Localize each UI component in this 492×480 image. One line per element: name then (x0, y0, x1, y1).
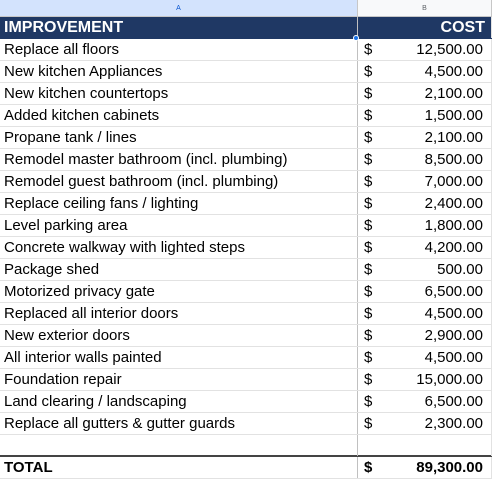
currency-symbol: $ (364, 327, 373, 344)
cost-amount: 4,500.00 (424, 349, 483, 366)
table-header-row (0, 17, 492, 39)
table-row (0, 215, 492, 237)
spreadsheet-grid (0, 17, 492, 479)
table-row (0, 61, 492, 83)
improvement-cell[interactable]: Propane tank / lines (0, 127, 358, 148)
currency-symbol: $ (364, 173, 373, 190)
improvement-cell[interactable]: Concrete walkway with lighted steps (0, 237, 358, 258)
improvement-cell[interactable]: Added kitchen cabinets (0, 105, 358, 126)
table-row (0, 325, 492, 347)
empty-row (0, 435, 492, 457)
currency-symbol: $ (364, 195, 373, 212)
cost-amount: 4,200.00 (424, 239, 483, 256)
improvement-cell[interactable]: Replace all gutters & gutter guards (0, 413, 358, 434)
cost-amount: 2,300.00 (424, 415, 483, 432)
cost-amount: 4,500.00 (424, 305, 483, 322)
currency-symbol: $ (364, 261, 373, 278)
cost-cell[interactable] (358, 215, 492, 236)
currency-symbol: $ (364, 41, 373, 58)
selection-handle[interactable] (353, 35, 359, 41)
cost-cell[interactable] (358, 39, 492, 60)
currency-symbol: $ (364, 393, 373, 410)
cost-amount: 15,000.00 (416, 371, 483, 388)
total-label-cell[interactable]: TOTAL (0, 457, 358, 478)
currency-symbol: $ (364, 459, 373, 476)
currency-symbol: $ (364, 85, 373, 102)
cost-amount: 4,500.00 (424, 63, 483, 80)
cost-cell[interactable] (358, 193, 492, 214)
cost-cell[interactable] (358, 61, 492, 82)
table-row (0, 369, 492, 391)
cost-cell[interactable] (358, 347, 492, 368)
currency-symbol: $ (364, 107, 373, 124)
total-row (0, 457, 492, 479)
currency-symbol: $ (364, 415, 373, 432)
currency-symbol: $ (364, 305, 373, 322)
column-header-a[interactable]: A (0, 0, 358, 16)
cost-cell[interactable] (358, 303, 492, 324)
cost-cell[interactable] (358, 259, 492, 280)
cost-cell[interactable] (358, 105, 492, 126)
cost-cell[interactable] (358, 127, 492, 148)
improvement-cell[interactable]: Foundation repair (0, 369, 358, 390)
cost-amount: 7,000.00 (424, 173, 483, 190)
column-header-row (0, 0, 492, 17)
cost-amount: 2,400.00 (424, 195, 483, 212)
cost-header-cell[interactable]: COST (358, 17, 492, 38)
cost-cell[interactable] (358, 171, 492, 192)
column-header-b[interactable]: B (358, 0, 492, 16)
cost-amount: 500.00 (437, 261, 483, 278)
cost-amount: 2,100.00 (424, 85, 483, 102)
currency-symbol: $ (364, 151, 373, 168)
cost-cell[interactable] (358, 83, 492, 104)
cost-amount: 6,500.00 (424, 283, 483, 300)
total-amount: 89,300.00 (416, 459, 483, 476)
table-row (0, 105, 492, 127)
currency-symbol: $ (364, 371, 373, 388)
cost-amount: 2,900.00 (424, 327, 483, 344)
table-row (0, 171, 492, 193)
cost-cell[interactable] (358, 149, 492, 170)
cost-amount: 1,500.00 (424, 107, 483, 124)
improvement-cell[interactable]: Package shed (0, 259, 358, 280)
table-row (0, 413, 492, 435)
improvement-cell[interactable]: New kitchen countertops (0, 83, 358, 104)
currency-symbol: $ (364, 217, 373, 234)
table-row (0, 391, 492, 413)
improvement-header-cell[interactable]: IMPROVEMENT (0, 17, 358, 38)
improvement-cell[interactable]: Replaced all interior doors (0, 303, 358, 324)
improvement-cell[interactable]: Motorized privacy gate (0, 281, 358, 302)
currency-symbol: $ (364, 349, 373, 366)
table-row (0, 281, 492, 303)
cost-amount: 6,500.00 (424, 393, 483, 410)
improvement-cell[interactable]: New exterior doors (0, 325, 358, 346)
cost-cell[interactable] (358, 369, 492, 390)
table-row (0, 237, 492, 259)
improvement-cell[interactable]: Level parking area (0, 215, 358, 236)
improvement-rows (0, 39, 492, 435)
table-row (0, 127, 492, 149)
table-row (0, 149, 492, 171)
cost-cell[interactable] (358, 281, 492, 302)
table-row (0, 193, 492, 215)
empty-cell[interactable] (358, 435, 492, 456)
improvement-cell[interactable]: Remodel master bathroom (incl. plumbing) (0, 149, 358, 170)
cost-amount: 1,800.00 (424, 217, 483, 234)
improvement-cell[interactable]: Land clearing / landscaping (0, 391, 358, 412)
table-row (0, 259, 492, 281)
cost-amount: 8,500.00 (424, 151, 483, 168)
currency-symbol: $ (364, 63, 373, 80)
cost-amount: 12,500.00 (416, 41, 483, 58)
table-row (0, 39, 492, 61)
improvement-cell[interactable]: Replace ceiling fans / lighting (0, 193, 358, 214)
improvement-cell[interactable]: Replace all floors (0, 39, 358, 60)
currency-symbol: $ (364, 239, 373, 256)
cost-amount: 2,100.00 (424, 129, 483, 146)
empty-cell[interactable] (0, 435, 358, 456)
cost-cell[interactable] (358, 391, 492, 412)
table-row (0, 347, 492, 369)
table-row (0, 303, 492, 325)
total-amount-cell[interactable] (358, 457, 492, 478)
improvement-cell[interactable]: New kitchen Appliances (0, 61, 358, 82)
improvement-cell[interactable]: Remodel guest bathroom (incl. plumbing) (0, 171, 358, 192)
cost-cell[interactable] (358, 325, 492, 346)
cost-cell[interactable] (358, 237, 492, 258)
table-row (0, 83, 492, 105)
currency-symbol: $ (364, 283, 373, 300)
improvement-cell[interactable]: All interior walls painted (0, 347, 358, 368)
currency-symbol: $ (364, 129, 373, 146)
cost-cell[interactable] (358, 413, 492, 434)
